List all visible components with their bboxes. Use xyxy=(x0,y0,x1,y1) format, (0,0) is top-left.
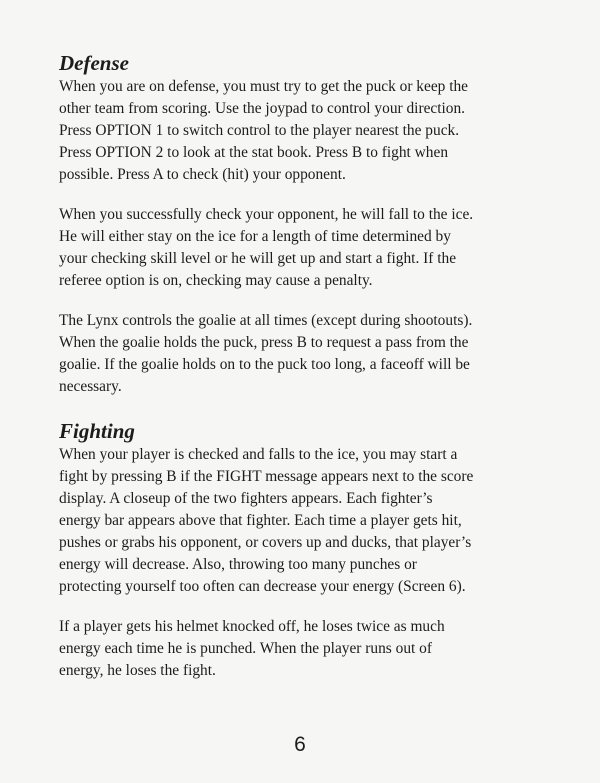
defense-paragraph-3 xyxy=(59,310,559,398)
manual-page xyxy=(59,50,559,682)
fighting-paragraph-1 xyxy=(59,444,559,598)
text-line: The Lynx controls the goalie at all times (except during shootouts). xyxy=(59,312,473,329)
text-line: When your player is checked and falls to the ice, you may start a xyxy=(59,446,458,463)
text-line: referee option is on, checking may cause a penalty. xyxy=(59,272,373,289)
text-line: display. A closeup of the two fighters appears. Each fighter’s xyxy=(59,490,433,507)
text-line: Press OPTION 1 to switch control to the player nearest the puck. xyxy=(59,122,460,139)
text-line: If a player gets his helmet knocked off, he loses twice as much xyxy=(59,618,445,635)
text-line: protecting yourself too often can decrease your energy (Screen 6). xyxy=(59,578,466,595)
text-line: necessary. xyxy=(59,378,122,395)
text-line: When the goalie holds the puck, press B to request a pass from the xyxy=(59,334,469,351)
page-number: 6 xyxy=(294,733,306,756)
text-line: your checking skill level or he will get up and start a fight. If the xyxy=(59,250,457,267)
section-heading-defense: Defense xyxy=(59,51,129,75)
text-line: When you are on defense, you must try to get the puck or keep the xyxy=(59,78,469,95)
text-line: possible. Press A to check (hit) your opponent. xyxy=(59,166,346,183)
text-line: Press OPTION 2 to look at the stat book. Press B to fight when xyxy=(59,144,449,161)
text-line: When you successfully check your opponent, he will fall to the ice. xyxy=(59,206,474,223)
defense-paragraph-2 xyxy=(59,204,559,292)
text-line: fight by pressing B if the FIGHT message appears next to the score xyxy=(59,468,474,485)
text-line: other team from scoring. Use the joypad to control your direction. xyxy=(59,100,466,117)
fighting-paragraph-2 xyxy=(59,616,559,682)
text-line: energy each time he is punched. When the player runs out of xyxy=(59,640,432,657)
defense-paragraph-1 xyxy=(59,76,559,186)
text-line: He will either stay on the ice for a length of time determined by xyxy=(59,228,451,245)
text-line: energy bar appears above that fighter. Each time a player gets hit, xyxy=(59,512,462,529)
section-heading-fighting: Fighting xyxy=(59,419,135,443)
text-line: energy, he loses the fight. xyxy=(59,662,216,679)
text-line: goalie. If the goalie holds on to the puck too long, a faceoff will be xyxy=(59,356,470,373)
text-line: energy will decrease. Also, throwing too many punches or xyxy=(59,556,417,573)
text-line: pushes or grabs his opponent, or covers up and ducks, that player’s xyxy=(59,534,472,551)
